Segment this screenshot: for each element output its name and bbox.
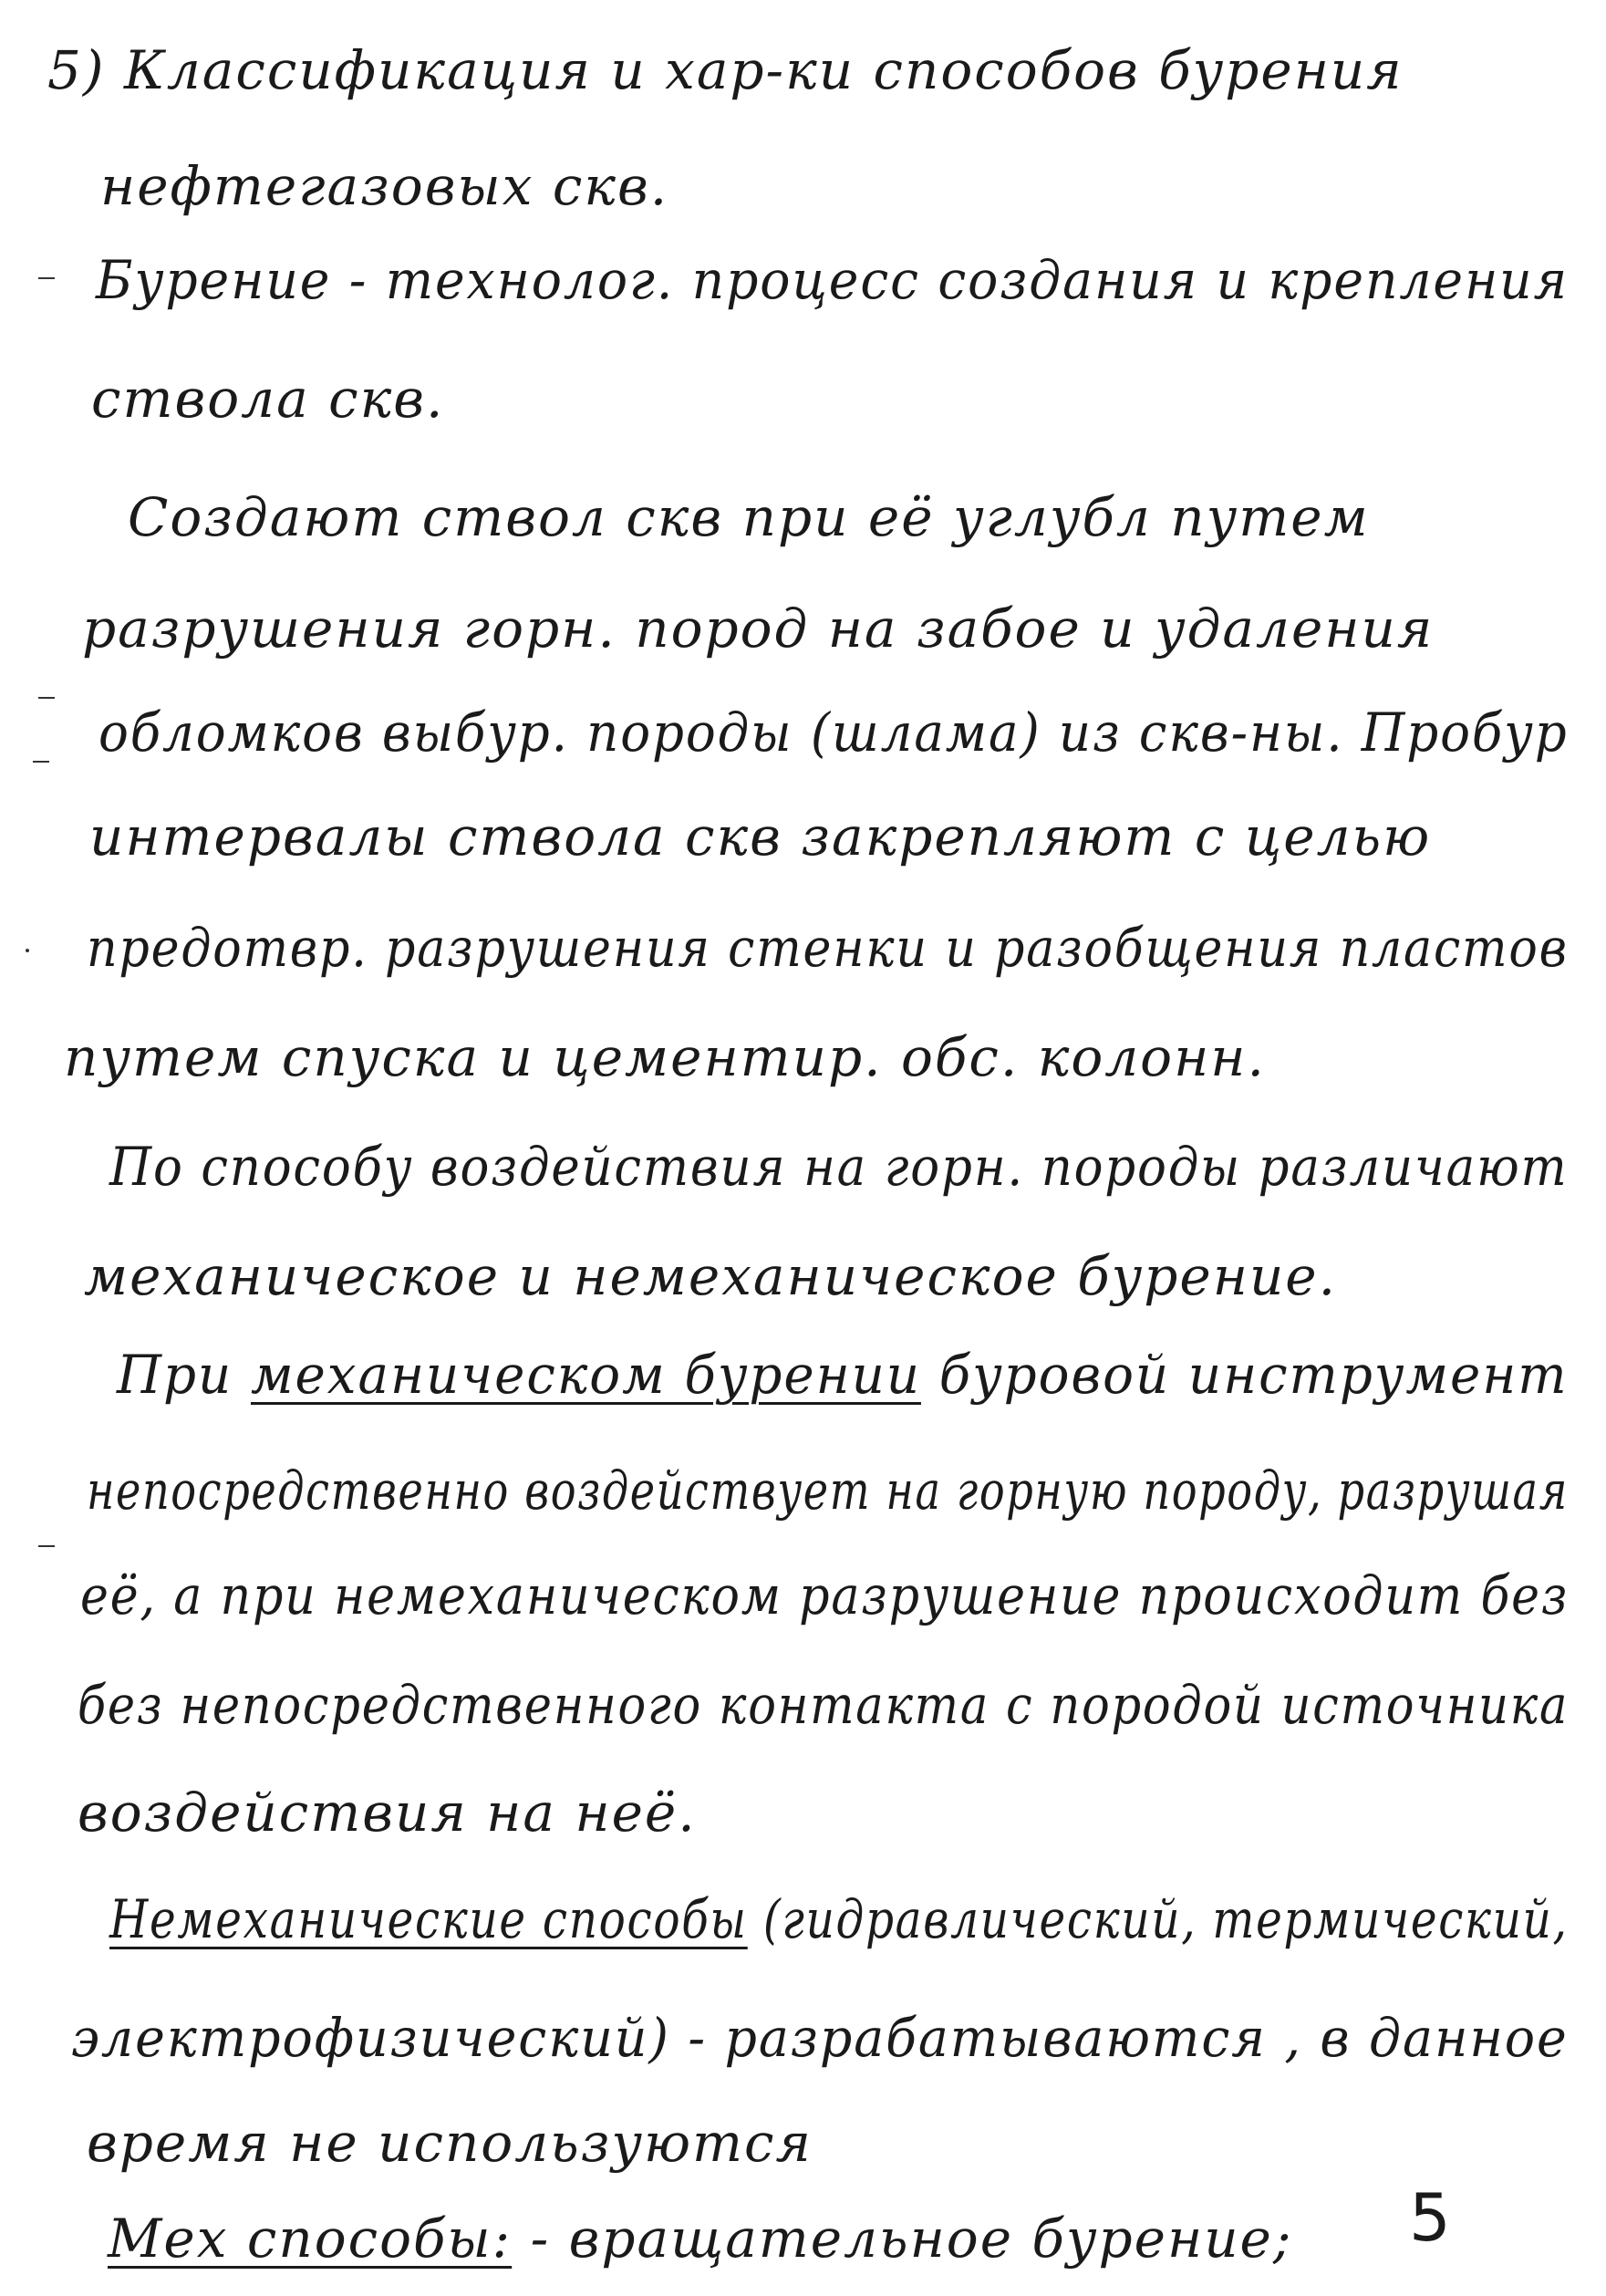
text-line-13-start: При bbox=[117, 1344, 251, 1406]
margin-mark bbox=[38, 697, 55, 699]
text-line-14: непосредственно воздействует на горную породу, разрушая bbox=[87, 1460, 1569, 1522]
page-number: 5 bbox=[1409, 2179, 1451, 2256]
margin-dot bbox=[26, 949, 29, 952]
text-line-21-end: - вращательное бурение; bbox=[512, 2208, 1293, 2270]
text-line-2: нефтегазовых скв. bbox=[100, 155, 669, 217]
text-line-13 bbox=[117, 1344, 1569, 1406]
text-line-12: механическое и немеханическое бурение. bbox=[84, 1245, 1338, 1307]
text-line-1: 5) Классификация и хар-ки способов бурения bbox=[47, 39, 1404, 101]
text-line-15: её, а при немеханическом разрушение происходит без bbox=[80, 1564, 1570, 1626]
text-line-16: без непосредственного контакта с породой источника bbox=[78, 1674, 1570, 1736]
text-line-4: ствола скв. bbox=[91, 368, 445, 430]
text-line-10: путем спуска и цементир. обс. колонн. bbox=[64, 1026, 1266, 1088]
text-line-20: время не используются bbox=[87, 2112, 813, 2174]
text-line-8: интервалы ствола скв закрепляют с целью bbox=[89, 805, 1432, 867]
text-line-11: По способу воздействия на горн. породы различают bbox=[109, 1136, 1569, 1198]
text-line-6: разрушения горн. пород на забое и удаления bbox=[82, 597, 1435, 660]
underlined-term-mechanical: механическом бурении bbox=[250, 1344, 921, 1406]
margin-mark bbox=[38, 277, 55, 279]
text-line-5: Создают ствол скв при её углубл путем bbox=[128, 486, 1370, 548]
underlined-term-mech-methods: Мех способы: bbox=[108, 2208, 513, 2270]
text-line-19: электрофизический) - разрабатываются , в данное bbox=[71, 2007, 1569, 2069]
text-line-3: Бурение - технолог. процесс создания и крепления bbox=[96, 249, 1570, 311]
text-line-21 bbox=[108, 2208, 1293, 2270]
margin-mark bbox=[33, 761, 49, 763]
text-line-7: обломков выбур. породы (шлама) из скв-ны. Пробур bbox=[98, 701, 1569, 764]
text-line-17: воздействия на неё. bbox=[78, 1782, 697, 1844]
text-line-18-end: (гидравлический, термический, bbox=[747, 1888, 1569, 1950]
underlined-term-nonmechanical: Немеханические способы bbox=[109, 1888, 748, 1950]
margin-mark bbox=[38, 1545, 55, 1547]
text-line-9: предотвр. разрушения стенки и разобщения пластов bbox=[87, 917, 1569, 979]
text-line-13-end: буровой инструмент bbox=[920, 1344, 1569, 1406]
text-line-18 bbox=[109, 1888, 1569, 1950]
